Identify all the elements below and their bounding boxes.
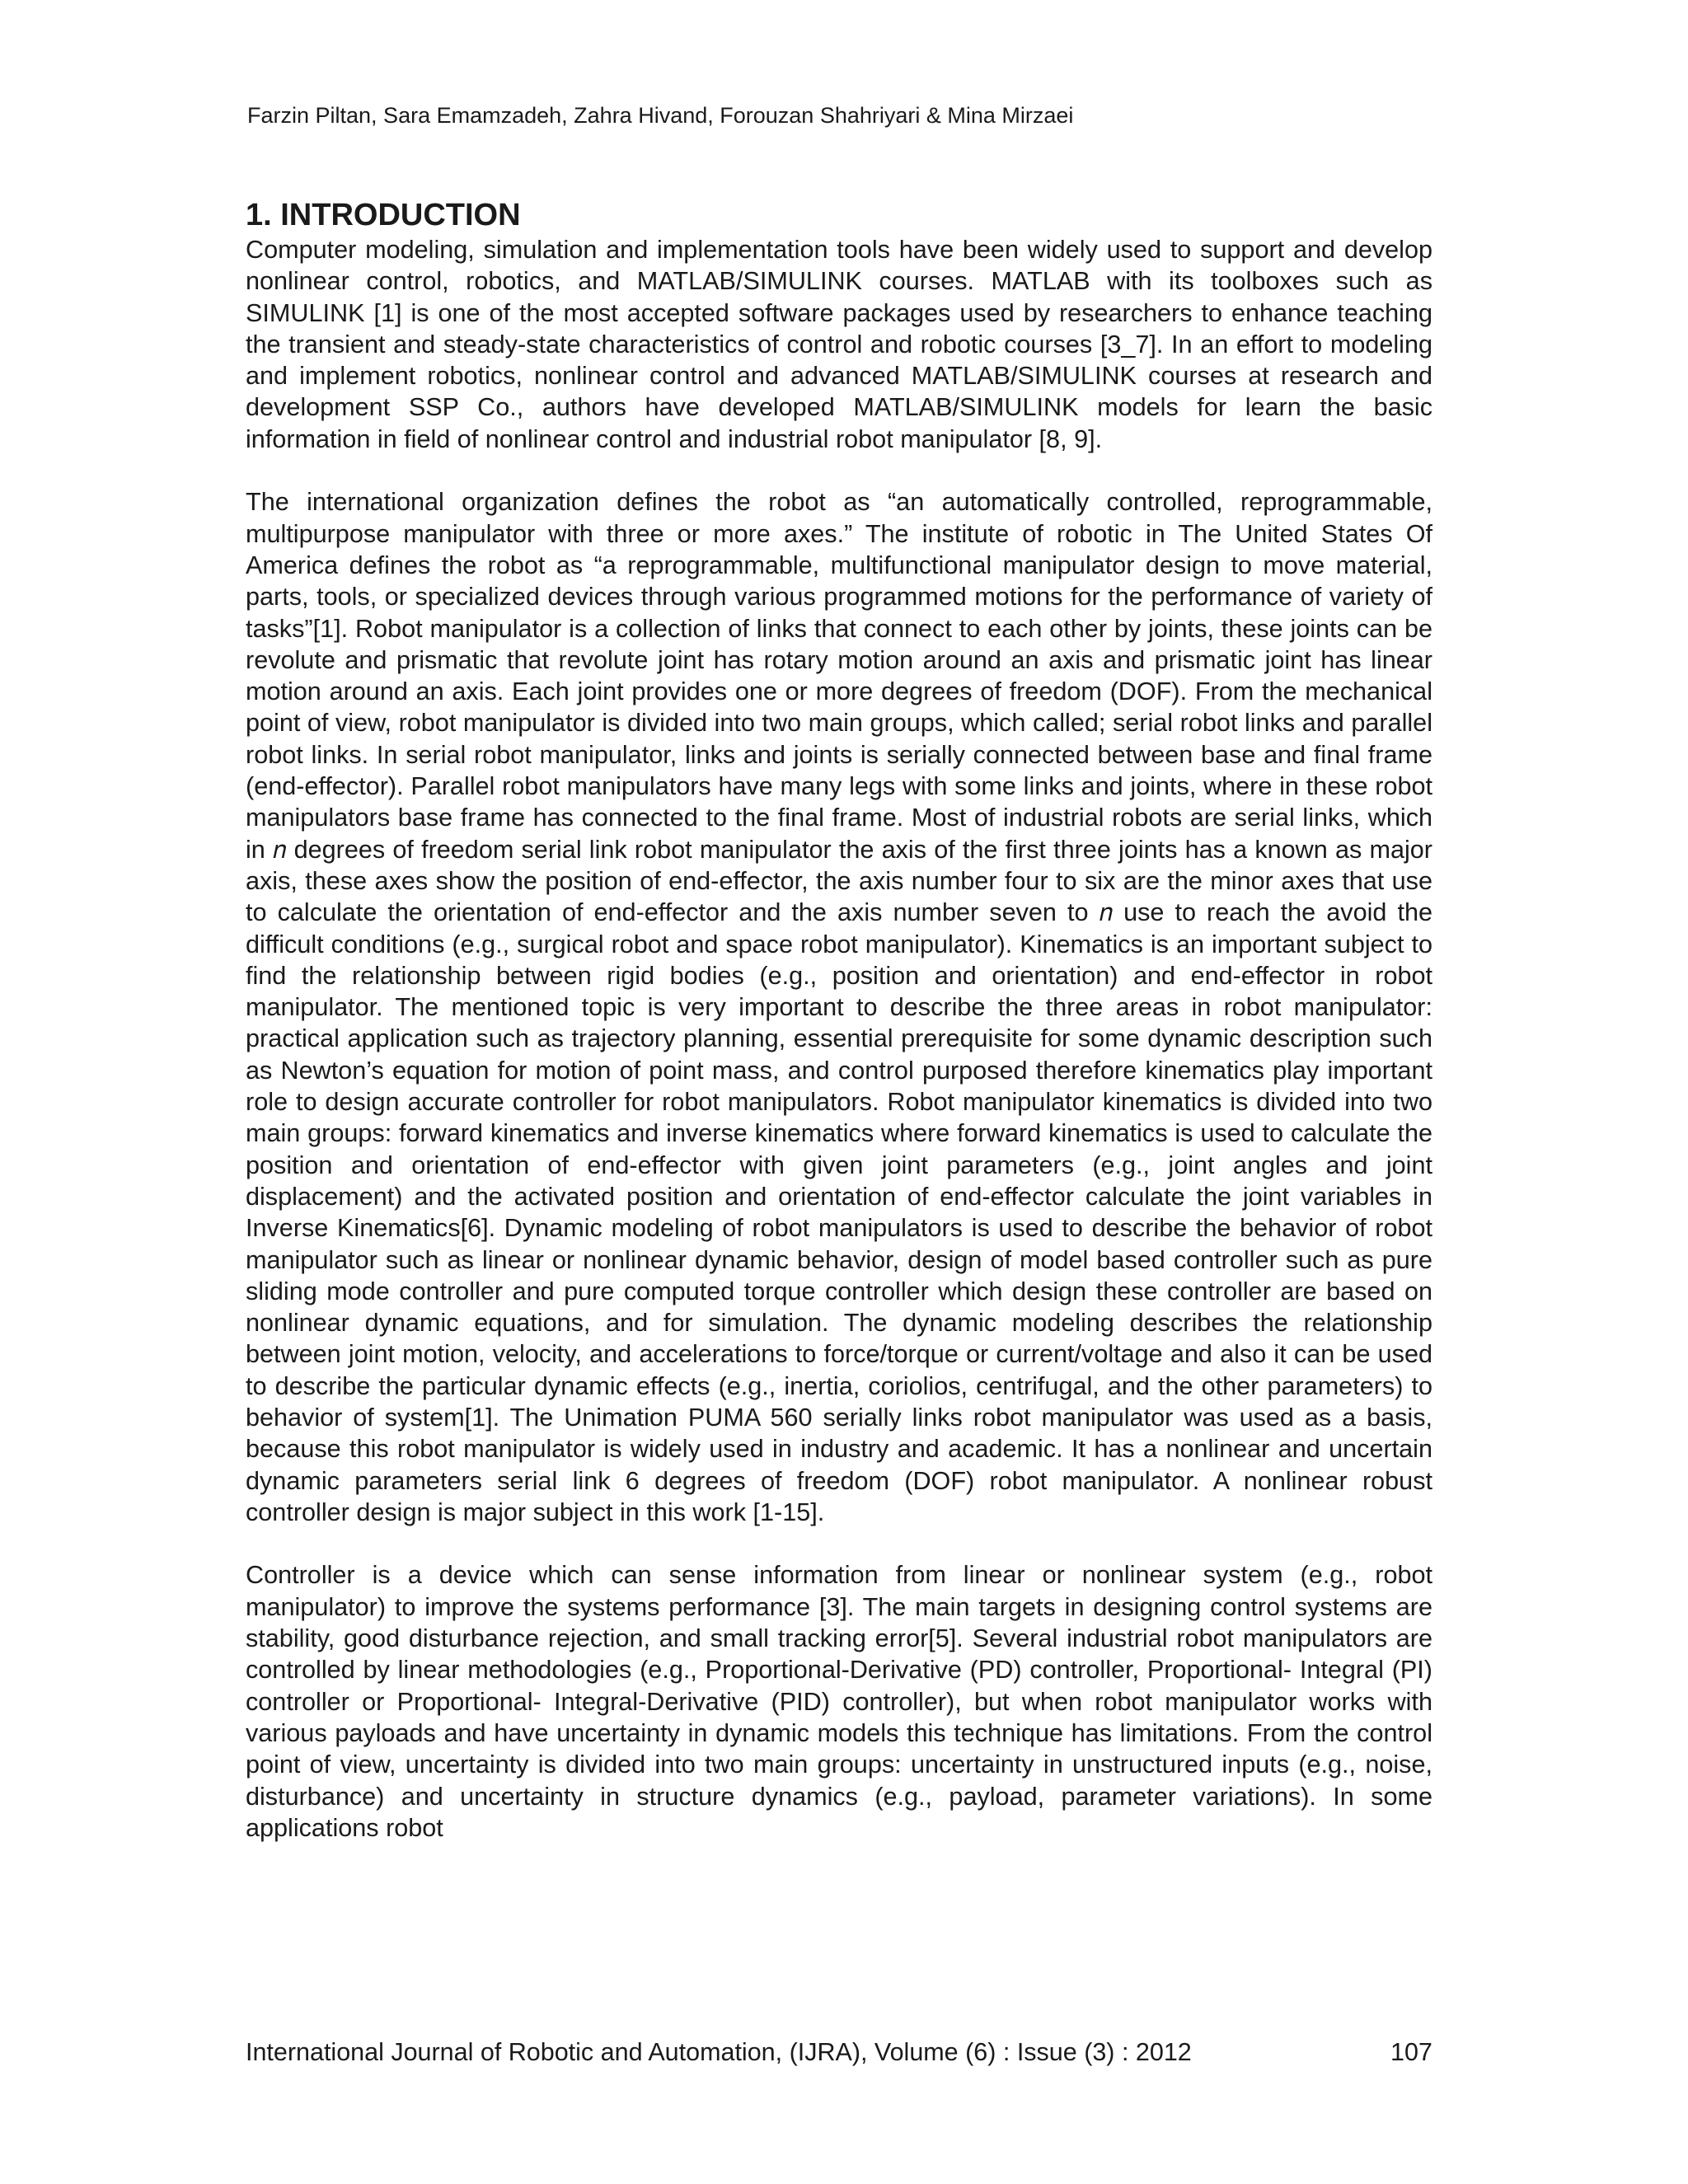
footer-page-number: 107 bbox=[1390, 2038, 1432, 2066]
body-text bbox=[246, 234, 1432, 1875]
section-heading-introduction: 1. INTRODUCTION bbox=[246, 198, 521, 232]
paragraph-1: Computer modeling, simulation and implementation tools have been widely used to support and develop nonlinear control, robotics, and MATLAB/SIMULINK courses. MATLAB with its toolboxes such as SIMULINK [1] is one of the most accepted software packages used by researchers to enhance teaching the transient and steady-state characteristics of control and robotic courses [3_7]. In an effort to modeling and implement robotics, nonlinear control and advanced MATLAB/SIMULINK courses at research and development SSP Co., authors have developed MATLAB/SIMULINK models for learn the basic information in field of nonlinear control and industrial robot manipulator [8, 9]. bbox=[246, 236, 1432, 453]
paragraph-3: Controller is a device which can sense information from linear or nonlinear system (e.g., robot manipulator) to improve the systems performance [3]. The main targets in designing control systems are stability, good disturbance rejection, and small tracking error[5]. Several industrial robot manipulators are controlled by linear methodologies (e.g., Proportional-Derivative (PD) controller, Proportional- Integral (PI) controller or Proportional- Integral-Derivative (PID) controller), but when robot manipulator works with various payloads and have uncertainty in dynamic models this technique has limitations. From the control point of view, uncertainty is divided into two main groups: uncertainty in unstructured inputs (e.g., noise, disturbance) and uncertainty in structure dynamics (e.g., payload, parameter variations). In some applications robot bbox=[246, 1561, 1432, 1842]
footer-journal-citation: International Journal of Robotic and Automation, (IJRA), Volume (6) : Issue (3) : 2012 bbox=[246, 2038, 1192, 2066]
paragraph-2: The international organization defines the robot as “an automatically controlled, reprogrammable, multipurpose manipulator with three or more axes.” The institute of robotic in The United States Of America defines the robot as “a reprogrammable, multifunctional manipulator design to move material, parts, tools, or specialized devices through various programmed motions for the performance of variety of tasks”[1]. Robot manipulator is a collection of links that connect to each other by joints, these joints can be revolute and prismatic that revolute joint has rotary motion around an axis and prismatic joint has linear motion around an axis. Each joint provides one or more degrees of freedom (DOF). From the mechanical point of view, robot manipulator is divided into two main groups, which called; serial robot links and parallel robot links. In serial robot manipulator, links and joints is serially connected between base and final frame (end-effector). Parallel robot manipulators have many legs with some links and joints, where in these robot manipulators base frame has connected to the final frame. Most of industrial robots are serial links, which in 𝑛 degrees of freedom serial link robot manipulator the axis of the first three joints has a known as major axis, these axes show the position of end-effector, the axis number four to six are the minor axes that use to calculate the orientation of end-effector and the axis number seven to 𝑛 use to reach the avoid the difficult conditions (e.g., surgical robot and space robot manipulator). Kinematics is an important subject to find the relationship between rigid bodies (e.g., position and orientation) and end-effector in robot manipulator. The mentioned topic is very important to describe the three areas in robot manipulator: practical application such as trajectory planning, essential prerequisite for some dynamic description such as Newton’s equation for motion of point mass, and control purposed therefore kinematics play important role to design accurate controller for robot manipulators. Robot manipulator kinematics is divided into two main groups: forward kinematics and inverse kinematics where forward kinematics is used to calculate the position and orientation of end-effector with given joint parameters (e.g., joint angles and joint displacement) and the activated position and orientation of end-effector calculate the joint variables in Inverse Kinematics[6]. Dynamic modeling of robot manipulators is used to describe the behavior of robot manipulator such as linear or nonlinear dynamic behavior, design of model based controller such as pure sliding mode controller and pure computed torque controller which design these controller are based on nonlinear dynamic equations, and for simulation. The dynamic modeling describes the relationship between joint motion, velocity, and accelerations to force/torque or current/voltage and also it can be used to describe the particular dynamic effects (e.g., inertia, coriolios, centrifugal, and the other parameters) to behavior of system[1]. The Unimation PUMA 560 serially links robot manipulator was used as a basis, because this robot manipulator is widely used in industry and academic. It has a nonlinear and uncertain dynamic parameters serial link 6 degrees of freedom (DOF) robot manipulator. A nonlinear robust controller design is major subject in this work [1-15]. bbox=[246, 488, 1432, 1526]
running-header-authors: Farzin Piltan, Sara Emamzadeh, Zahra Hivand, Forouzan Shahriyari & Mina Mirzaei bbox=[247, 103, 1074, 128]
